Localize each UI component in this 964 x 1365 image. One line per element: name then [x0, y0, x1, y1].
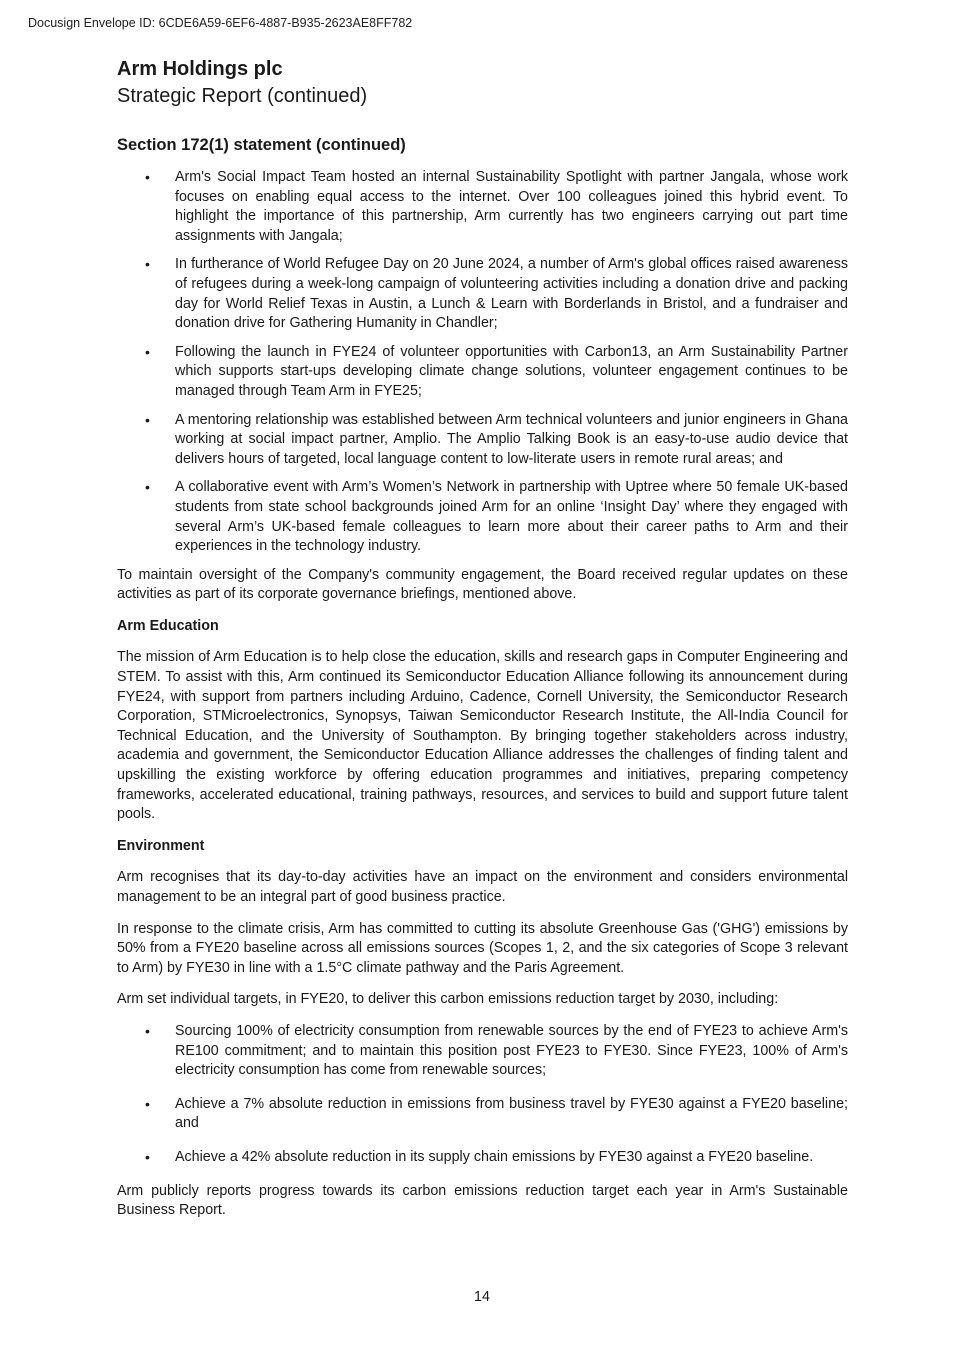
- report-subtitle: Strategic Report (continued): [117, 85, 368, 107]
- docusign-envelope-id: Docusign Envelope ID: 6CDE6A59-6EF6-4887-B935-2623AE8FF782: [28, 16, 413, 30]
- list-item-text: Achieve a 42% absolute reduction in its supply chain emissions by FYE30 against a FYE20 baseline.: [175, 1148, 814, 1165]
- page-content: [117, 56, 848, 1233]
- list-item: [117, 168, 848, 246]
- list-item: [117, 255, 848, 333]
- list-item: [117, 1022, 848, 1081]
- bullet-icon: •: [145, 411, 150, 428]
- company-name: Arm Holdings plc: [117, 58, 283, 80]
- list-item: [117, 478, 848, 556]
- community-bullet-list: [117, 168, 848, 557]
- environment-target-list: [117, 1022, 848, 1168]
- list-item-text: A mentoring relationship was established between Arm technical volunteers and junior engineers in Ghana working at social impact partner, Amplio. The Amplio Talking Book is an easy-to-use audio device that delivers hours of targeted, local language content to low-literate users in remote rural areas; and: [175, 411, 848, 467]
- environment-paragraph-2: In response to the climate crisis, Arm has committed to cutting its absolute Greenhouse Gas ('GHG') emissions by 50% from a FYE20 baseline across all emissions sources (Scopes 1, 2, and the six categories of Scope 3 relevant to Arm) by FYE30 in line with a 1.5°C climate pathway and the Paris Agreement.: [117, 920, 848, 976]
- bullet-icon: •: [145, 479, 150, 496]
- bullet-icon: •: [145, 1022, 150, 1039]
- list-item: [117, 343, 848, 402]
- page-number: 14: [474, 1289, 490, 1305]
- arm-education-heading: Arm Education: [117, 617, 219, 634]
- section-title: Section 172(1) statement (continued): [117, 136, 406, 154]
- environment-paragraph-3: Arm set individual targets, in FYE20, to deliver this carbon emissions reduction target by 2030, including:: [117, 991, 779, 1008]
- list-item-text: Achieve a 7% absolute reduction in emissions from business travel by FYE30 against a FYE20 baseline; and: [175, 1095, 848, 1132]
- environment-heading: Environment: [117, 837, 205, 854]
- list-item-text: Arm's Social Impact Team hosted an internal Sustainability Spotlight with partner Jangala, whose work focuses on enabling equal access to the internet. Over 100 colleagues joined this hybrid event. To highlight the importance of this partnership, Arm currently has two engineers carrying out part time assignments with Jangala;: [175, 169, 848, 244]
- list-item-text: In furtherance of World Refugee Day on 20 June 2024, a number of Arm's global offices raised awareness of refugees during a week-long campaign of volunteering activities including a donation drive and packing day for World Relief Texas in Austin, a Lunch & Learn with Borderlands in Bristol, and a fundraiser and donation drive for Gathering Humanity in Chandler;: [175, 256, 848, 332]
- environment-paragraph-4: Arm publicly reports progress towards its carbon emissions reduction target each year in Arm's Sustainable Business Report.: [117, 1182, 848, 1219]
- list-item: [117, 411, 848, 470]
- list-item: [117, 1148, 848, 1168]
- list-item: [117, 1095, 848, 1134]
- oversight-paragraph: To maintain oversight of the Company's community engagement, the Board received regular updates on these activities as part of its corporate governance briefings, mentioned above.: [117, 566, 848, 603]
- environment-paragraph-1: Arm recognises that its day-to-day activities have an impact on the environment and considers environmental management to be an integral part of good business practice.: [117, 869, 848, 905]
- list-item-text: Sourcing 100% of electricity consumption from renewable sources by the end of FYE23 to achieve Arm's RE100 commitment; and to maintain this position post FYE23 to FYE30. Since FYE23, 100% of Arm's electricity consumption has come from renewable sources;: [175, 1022, 848, 1079]
- bullet-icon: •: [145, 169, 150, 185]
- list-item-text: Following the launch in FYE24 of volunteer opportunities with Carbon13, an Arm Sustainability Partner which supports start-ups developing climate change solutions, volunteer engagement continues to be managed through Team Arm in FYE25;: [175, 343, 848, 399]
- bullet-icon: •: [145, 1095, 150, 1112]
- list-item-text: A collaborative event with Arm’s Women’s Network in partnership with Uptree where 50 female UK-based students from state school backgrounds joined Arm for an online ‘Insight Day’ where they engaged with several Arm’s UK-based female colleagues to learn more about their career paths to Arm and their experiences in the technology industry.: [175, 479, 848, 555]
- bullet-icon: •: [145, 343, 150, 360]
- arm-education-paragraph: The mission of Arm Education is to help close the education, skills and research gaps in Computer Engineering and STEM. To assist with this, Arm continued its Semiconductor Education Alliance following its announcement during FYE24, with support from partners including Arduino, Cadence, Cornell University, the Semiconductor Research Corporation, STMicroelectronics, Synopsys, Taiwan Semiconductor Research Institute, the All-India Council for Technical Education, and the University of Southampton. By bringing together stakeholders across industry, academia and government, the Semiconductor Education Alliance addresses the challenges of finding talent and upskilling the existing workforce by offering education programmes and initiatives, preparing competency frameworks, accelerated educational, training pathways, resources, and services to build and support future talent pools.: [117, 649, 848, 823]
- bullet-icon: •: [145, 256, 150, 273]
- bullet-icon: •: [145, 1148, 150, 1165]
